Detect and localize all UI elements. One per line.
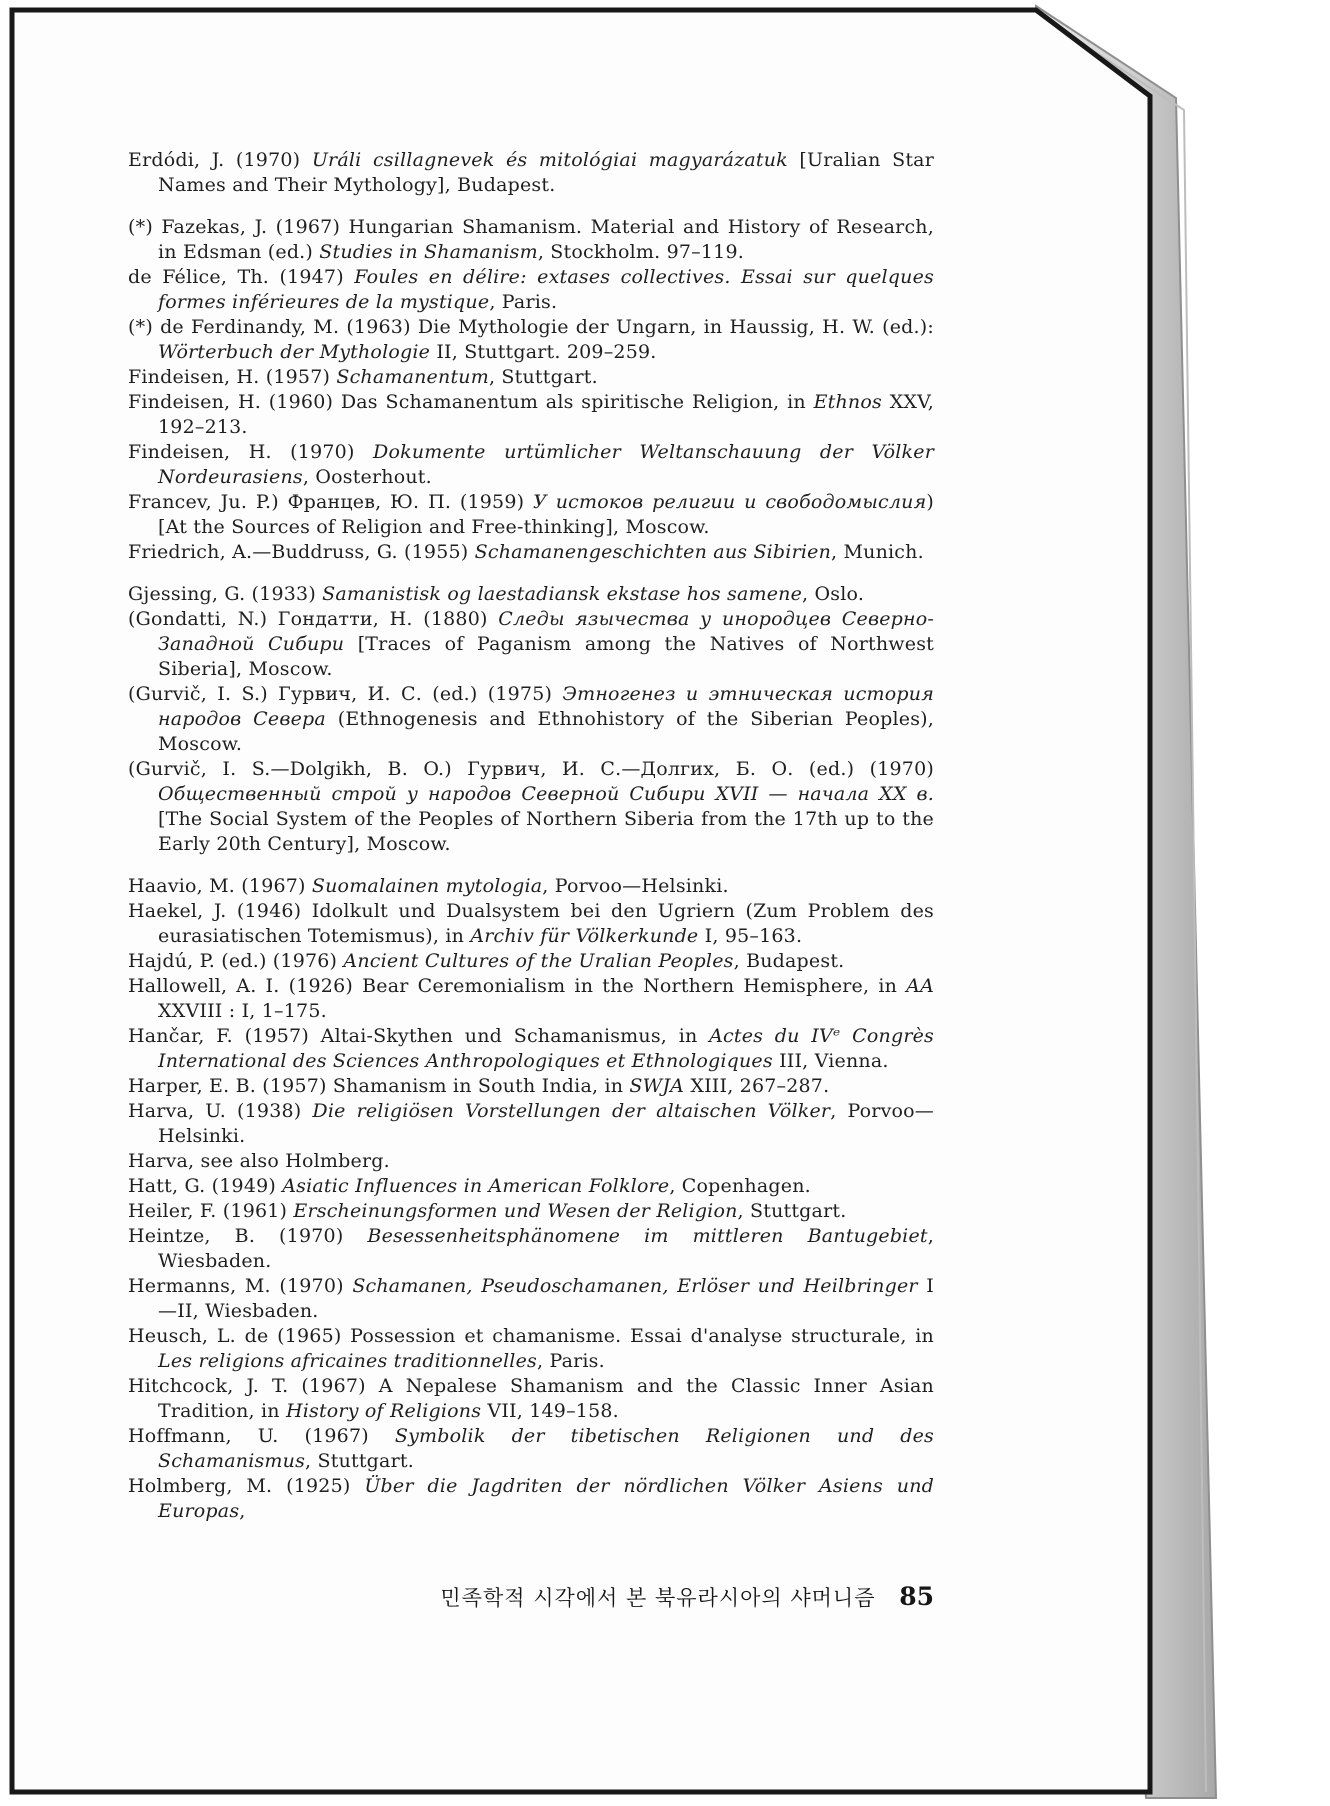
bibliography-entry xyxy=(128,607,934,682)
entry-text: (Gurvič, I. S.—Dolgikh, B. O.) Гурвич, И. С.—Долгих, Б. О. (ed.) (1970) xyxy=(128,758,934,780)
bibliography-entry xyxy=(128,1099,934,1149)
work-title: Wörterbuch der Mythologie xyxy=(158,341,431,363)
bibliography-entry xyxy=(128,315,934,365)
entry-text: Findeisen, H. (1970) xyxy=(128,441,374,463)
work-title: Die religiösen Vorstellungen der altaischen Völker xyxy=(312,1100,831,1122)
entry-text: , Porvoo—Helsinki. xyxy=(158,1100,934,1147)
entry-text: Hitchcock, J. T. (1967) A Nepalese Shamanism and the Classic Inner Asian Tradition, in xyxy=(128,1375,934,1422)
entry-text: , Budapest. xyxy=(733,950,845,972)
entry-text: I—II, Wiesbaden. xyxy=(158,1275,935,1322)
entry-text: Hoffmann, U. (1967) xyxy=(128,1425,395,1447)
entry-text: Heiler, F. (1961) xyxy=(128,1200,294,1222)
bibliography-entry xyxy=(128,1374,934,1424)
entry-text: , xyxy=(239,1500,246,1522)
entry-text: Hermanns, M. (1970) xyxy=(128,1275,353,1297)
entry-text: Erdódi, J. (1970) xyxy=(128,149,312,171)
entry-text: (Ethnogenesis and Ethnohistory of the Siberian Peoples), Moscow. xyxy=(158,708,934,755)
footer-running-title: 민족학적 시각에서 본 북유라시아의 샤머니즘 xyxy=(440,1586,876,1610)
entry-text: [Uralian Star Names and Their Mythology], Budapest. xyxy=(158,149,934,196)
bibliography-entry xyxy=(128,148,934,198)
entry-text: Friedrich, A.—Buddruss, G. (1955) xyxy=(128,541,475,563)
bibliography-entry xyxy=(128,582,934,607)
bibliography-entry xyxy=(128,874,934,899)
bibliography-entry xyxy=(128,365,934,390)
entry-text: (Gurvič, I. S.) Гурвич, И. С. (ed.) (1975) xyxy=(128,683,563,705)
work-title: Les religions africaines traditionnelles xyxy=(158,1350,537,1372)
bibliography xyxy=(128,148,934,1524)
entry-text: , Stuttgart. xyxy=(488,366,598,388)
bibliography-entry xyxy=(128,1174,934,1199)
entry-text: [Traces of Paganism among the Natives of Northwest Siberia], Moscow. xyxy=(158,633,934,680)
entry-text: , Stuttgart. xyxy=(737,1200,847,1222)
entry-text: XXV, 192–213. xyxy=(158,391,934,438)
work-title: History of Religions xyxy=(285,1400,482,1422)
work-title: AA xyxy=(906,975,934,997)
page-content xyxy=(128,148,934,1611)
entry-text: Hajdú, P. (ed.) (1976) xyxy=(128,950,344,972)
entry-text: VII, 149–158. xyxy=(481,1400,619,1422)
entry-text: Haekel, J. (1946) Idolkult und Dualsystem bei den Ugriern (Zum Problem des eurasiatischen Totemismus), in xyxy=(128,900,934,947)
entry-text: , Stuttgart. xyxy=(305,1450,414,1472)
entry-text: I, 95–163. xyxy=(698,925,803,947)
entry-text: , Oosterhout. xyxy=(302,466,432,488)
entry-text: Heintze, B. (1970) xyxy=(128,1225,368,1247)
entry-text: , Stockholm. 97–119. xyxy=(537,241,744,263)
work-title: Этногенез и этническая история народов Севера xyxy=(158,683,934,730)
bibliography-entry xyxy=(128,949,934,974)
entry-text: , Oslo. xyxy=(802,583,865,605)
bibliography-entry xyxy=(128,1424,934,1474)
bibliography-entry xyxy=(128,757,934,857)
work-title: Следы язычества у инородцев Северно-Западной Сибири xyxy=(158,608,934,655)
entry-text: Gjessing, G. (1933) xyxy=(128,583,323,605)
entry-text: Holmberg, M. (1925) xyxy=(128,1475,365,1497)
entry-text: Heusch, L. de (1965) Possession et chamanisme. Essai d'analyse structurale, in xyxy=(128,1325,934,1347)
bibliography-entry xyxy=(128,899,934,949)
bibliography-entry xyxy=(128,1024,934,1074)
work-title: Asiatic Influences in American Folklore xyxy=(282,1175,670,1197)
work-title: У истоков религии и свободомыслия xyxy=(533,491,927,513)
entry-text: Findeisen, H. (1960) Das Schamanentum als spiritische Religion, in xyxy=(128,391,814,413)
page-footer xyxy=(128,1584,934,1611)
work-title: Schamanengeschichten aus Sibirien xyxy=(474,541,832,563)
entry-text: , Paris. xyxy=(536,1350,605,1372)
bibliography-entry xyxy=(128,682,934,757)
work-title: Dokumente urtümlicher Weltanschauung der Völker Nordeurasiens xyxy=(158,441,934,488)
bibliography-entry xyxy=(128,540,934,565)
work-title: Schamanen, Pseudoschamanen, Erlöser und Heilbringer xyxy=(352,1275,918,1297)
entry-text: Harper, E. B. (1957) Shamanism in South India, in xyxy=(128,1075,630,1097)
bibliography-entry xyxy=(128,490,934,540)
entry-text: , Wiesbaden. xyxy=(158,1225,934,1272)
work-title: Suomalainen mytologia xyxy=(311,875,543,897)
bibliography-entry xyxy=(128,1324,934,1374)
entry-text: , Porvoo—Helsinki. xyxy=(542,875,729,897)
entry-text: Hallowell, A. I. (1926) Bear Ceremonialism in the Northern Hemisphere, in xyxy=(128,975,907,997)
bibliography-entry xyxy=(128,1474,934,1524)
work-title: Foules en délire: extases collectives. Essai sur quelques formes inférieures de la mystique xyxy=(158,266,935,313)
entry-text: (*) Fazekas, J. (1967) Hungarian Shamanism. Material and History of Research, in Edsman (ed.) xyxy=(128,216,934,263)
entry-text: (Gondatti, N.) Гондатти, Н. (1880) xyxy=(128,608,499,630)
entry-text: de Félice, Th. (1947) xyxy=(128,266,355,288)
work-title: Symbolik der tibetischen Religionen und des Schamanismus xyxy=(158,1425,934,1472)
entry-text: Harva, see also Holmberg. xyxy=(128,1150,390,1172)
entry-text: Hančar, F. (1957) Altai-Skythen und Schamanismus, in xyxy=(128,1025,710,1047)
entry-text: Hatt, G. (1949) xyxy=(128,1175,283,1197)
entry-text: III, Vienna. xyxy=(772,1050,889,1072)
entry-text: , Paris. xyxy=(489,291,558,313)
bibliography-entry xyxy=(128,215,934,265)
work-title: Ethnos xyxy=(813,391,882,413)
entry-text: ) [At the Sources of Religion and Free-thinking], Moscow. xyxy=(158,491,934,538)
bibliography-entry xyxy=(128,265,934,315)
work-title: Besessenheitsphänomene im mittleren Bantugebiet xyxy=(367,1225,928,1247)
bibliography-entry xyxy=(128,974,934,1024)
work-title: Uráli csillagnevek és mitológiai magyarázatuk xyxy=(311,149,788,171)
entry-text: II, Stuttgart. 209–259. xyxy=(430,341,657,363)
entry-text: [The Social System of the Peoples of Northern Siberia from the 17th up to the Early 20th Century], Moscow. xyxy=(158,808,934,855)
bibliography-entry xyxy=(128,1274,934,1324)
entry-text: XIII, 267–287. xyxy=(684,1075,830,1097)
bibliography-entry xyxy=(128,1074,934,1099)
work-title: Samanistisk og laestadiansk ekstase hos samene xyxy=(322,583,803,605)
bibliography-entry xyxy=(128,1199,934,1224)
work-title: Studies in Shamanism xyxy=(319,241,538,263)
entry-text: Haavio, M. (1967) xyxy=(128,875,312,897)
work-title: Actes du IVᵉ Congrès International des Sciences Anthropologiques et Ethnologiques xyxy=(158,1025,935,1072)
work-title: Ancient Cultures of the Uralian Peoples xyxy=(343,950,734,972)
bibliography-entry xyxy=(128,1149,934,1174)
work-title: Schamanentum xyxy=(336,366,489,388)
entry-text: , Copenhagen. xyxy=(669,1175,811,1197)
entry-text: Francev, Ju. P.) Францев, Ю. П. (1959) xyxy=(128,491,534,513)
entry-text: XXVIII : I, 1–175. xyxy=(158,1000,327,1022)
bibliography-entry xyxy=(128,440,934,490)
work-title: Über die Jagdriten der nördlichen Völker Asiens und Europas xyxy=(158,1475,934,1522)
work-title: Erscheinungsformen und Wesen der Religion xyxy=(293,1200,738,1222)
work-title: Archiv für Völkerkunde xyxy=(470,925,699,947)
work-title: Общественный строй у народов Северной Сибири XVII — начала XX в. xyxy=(158,783,934,805)
work-title: SWJA xyxy=(629,1075,685,1097)
entry-text: , Munich. xyxy=(831,541,924,563)
entry-text: (*) de Ferdinandy, M. (1963) Die Mythologie der Ungarn, in Haussig, H. W. (ed.): xyxy=(128,316,934,338)
entry-text: Harva, U. (1938) xyxy=(128,1100,313,1122)
entry-text: Findeisen, H. (1957) xyxy=(128,366,337,388)
page-number: 85 xyxy=(899,1582,934,1611)
bibliography-entry xyxy=(128,390,934,440)
bibliography-entry xyxy=(128,1224,934,1274)
